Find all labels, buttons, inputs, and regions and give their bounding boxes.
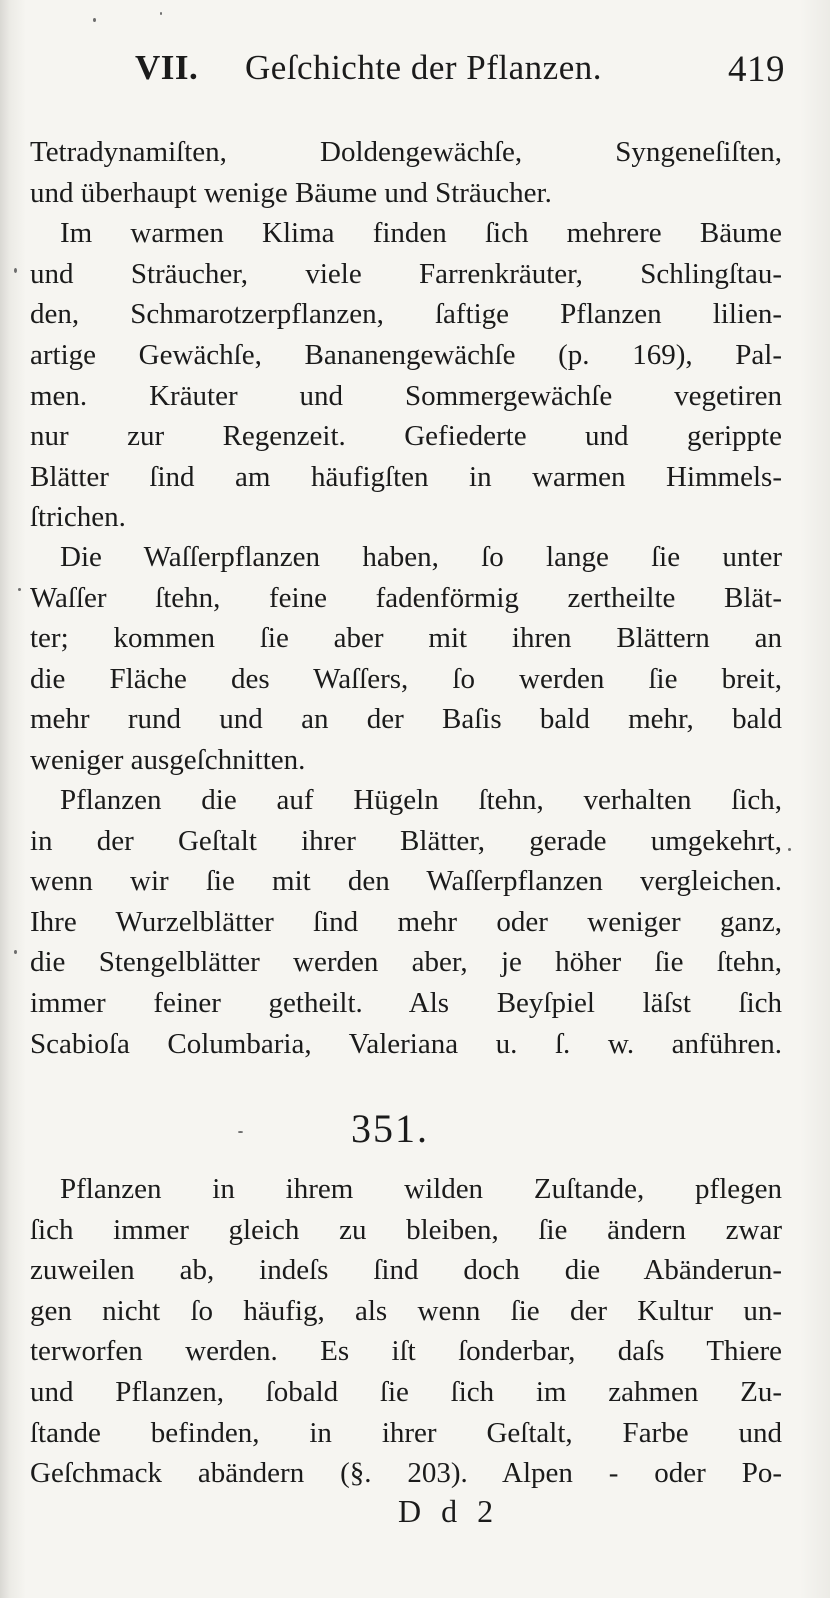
ink-speck xyxy=(93,18,96,22)
text-line: den, Schmarotzerpflanzen, ſaftige Pflanzen lilien- xyxy=(30,298,782,331)
signature-mark: D d 2 xyxy=(398,1493,500,1529)
ink-speck xyxy=(788,848,791,851)
text-line: mehr rund und an der Baſis bald mehr, bald xyxy=(30,703,782,736)
text-line: nur zur Regenzeit. Gefiederte und gerippte xyxy=(30,420,782,453)
paragraph-3 xyxy=(30,537,782,781)
chapter-number: VII. xyxy=(135,48,199,87)
text-line: wenn wir ſie mit den Waſſerpflanzen vergleichen. xyxy=(30,865,782,898)
text-line: und überhaupt wenige Bäume und Sträucher. xyxy=(30,176,552,209)
ink-speck xyxy=(18,588,21,591)
paragraph-1 xyxy=(30,132,782,538)
section-paragraph xyxy=(30,1169,782,1494)
text-line: Im warmen Klima finden ſich mehrere Bäume xyxy=(60,217,782,250)
text-line: Ihre Wurzelblätter ſind mehr oder weniger ganz, xyxy=(30,905,782,938)
text-line: gen nicht ſo häufig, als wenn ſie der Kultur un- xyxy=(30,1294,782,1327)
text-line: Geſchmack abändern (§. 203). Alpen - oder Po- xyxy=(30,1457,782,1490)
text-line: die Stengelblätter werden aber, je höher ſie ſtehn, xyxy=(30,946,782,979)
chapter-title: Geſchichte der Pflanzen. xyxy=(245,48,602,87)
text-line: in der Geſtalt ihrer Blätter, gerade umgekehrt, xyxy=(30,824,782,857)
text-line: Tetradynamiſten, Doldengewächſe, Syngeneſiſten, xyxy=(30,136,782,168)
text-line: Pflanzen die auf Hügeln ſtehn, verhalten ſich, xyxy=(60,784,782,816)
ink-speck xyxy=(14,268,17,273)
section-number: 351. xyxy=(351,1106,429,1151)
text-line: Scabioſa Columbaria, Valeriana u. ſ. w. anführen. xyxy=(30,1027,782,1060)
running-header xyxy=(135,48,795,96)
text-line: artige Gewächſe, Bananengewächſe (p. 169), Pal- xyxy=(30,338,782,371)
text-line: zuweilen ab, indeſs ſind doch die Abänderun- xyxy=(30,1254,782,1287)
text-line: und Sträucher, viele Farrenkräuter, Schlingſtau- xyxy=(30,257,782,290)
text-line: men. Kräuter und Sommergewächſe vegetiren xyxy=(30,379,782,412)
text-line: Blätter ſind am häufigſten in warmen Himmels- xyxy=(30,460,782,493)
ink-speck xyxy=(14,950,17,954)
text-line: und Pflanzen, ſobald ſie ſich im zahmen Zu- xyxy=(30,1375,782,1408)
page-number: 419 xyxy=(728,49,785,90)
paragraph-4 xyxy=(30,780,782,1064)
text-line: terworfen werden. Es iſt ſonderbar, daſs Thiere xyxy=(30,1335,782,1368)
text-line: die Fläche des Waſſers, ſo werden ſie breit, xyxy=(30,662,782,695)
text-line: ſtande befinden, in ihrer Geſtalt, Farbe und xyxy=(30,1416,782,1449)
text-line: weniger ausgeſchnitten. xyxy=(30,743,306,776)
ink-speck xyxy=(238,1131,243,1133)
text-line: Die Waſſerpflanzen haben, ſo lange ſie unter xyxy=(60,541,782,573)
ink-speck xyxy=(160,12,162,15)
text-line: ter; kommen ſie aber mit ihren Blättern an xyxy=(30,622,782,655)
text-line: immer feiner getheilt. Als Beyſpiel läſst ſich xyxy=(30,986,782,1019)
text-line: ſich immer gleich zu bleiben, ſie ändern zwar xyxy=(30,1213,782,1246)
text-line: Pflanzen in ihrem wilden Zuſtande, pflegen xyxy=(60,1173,782,1205)
text-line: Waſſer ſtehn, feine fadenförmig zertheilte Blät- xyxy=(30,581,782,614)
text-line: ſtrichen. xyxy=(30,501,126,534)
